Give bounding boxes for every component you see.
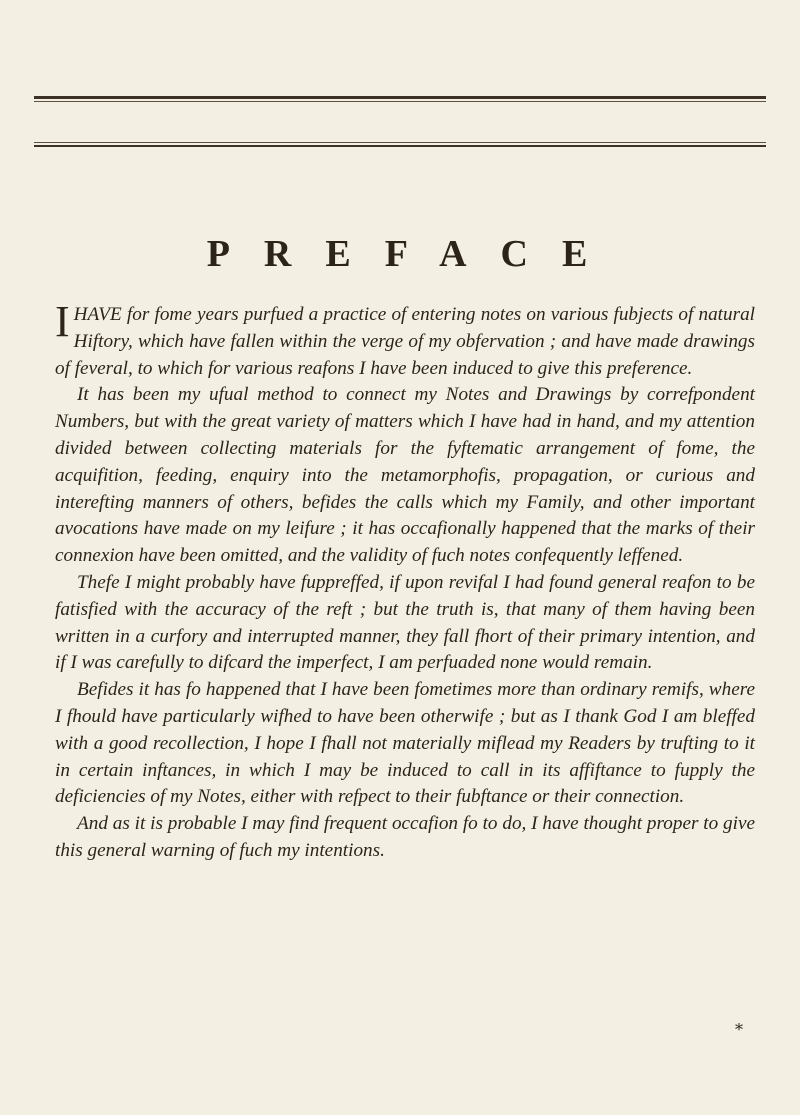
paragraph-2: It has been my ufual method to connect my Notes and Drawings by correfpondent Numbers, but with the great variety of matters which I have had in hand, and my attention divided between collecting materials for the fyftematic arrangement of fome, the acquifition, feeding, enquiry into the metamorphofis, propagation, or curious and interefting manners of others, befides the calls which my Family, and other important avocations have made on my leifure ; it has occafionally happened that the marks of their connexion have been omitted, and the validity of fuch notes confequently leffened. (55, 384, 755, 567)
header-rule-thin (34, 142, 766, 143)
paragraph-3: Thefe I might probably have fuppreffed, if upon revifal I had found general reafon to be fatisfied with the accuracy of the reft ; but the truth is, that many of them having been written in a curfory and interrupted manner, they fall fhort of their primary intention, and if I was carefully to difcard the imperfect, I am perfuaded none would remain. (55, 571, 755, 674)
paragraph-1 (55, 297, 755, 382)
paragraph-1-text: HAVE for fome years purfued a practice of entering notes on various fubjects of natural Hiftory, which have fallen within the verge of my obfervation ; and have made drawings of feveral, to which for various reafons I have been induced to give this preference. (55, 304, 755, 379)
top-rule-thin (34, 101, 766, 102)
paragraph-5: And as it is probable I may find frequent occafion fo to do, I have thought proper to give this general warning of fuch my intentions. (55, 813, 755, 861)
preface-body (55, 297, 755, 865)
page-title: PREFACE (206, 233, 622, 275)
header-rule-thick (34, 145, 766, 147)
top-rule-thick (34, 96, 766, 99)
paragraph-4: Befides it has fo happened that I have been fometimes more than ordinary remifs, where I fhould have particularly wifhed to have been otherwife ; but as I thank God I am bleffed with a good recollection, I hope I fhall not materially miflead my Readers by trufting to it in certain inftances, in which I may be induced to call in its affiftance to fupply the deficiencies of my Notes, either with refpect to their fubftance or their connection. (55, 679, 755, 808)
asterisk-mark: * (735, 1020, 743, 1039)
drop-cap: I (55, 297, 70, 346)
